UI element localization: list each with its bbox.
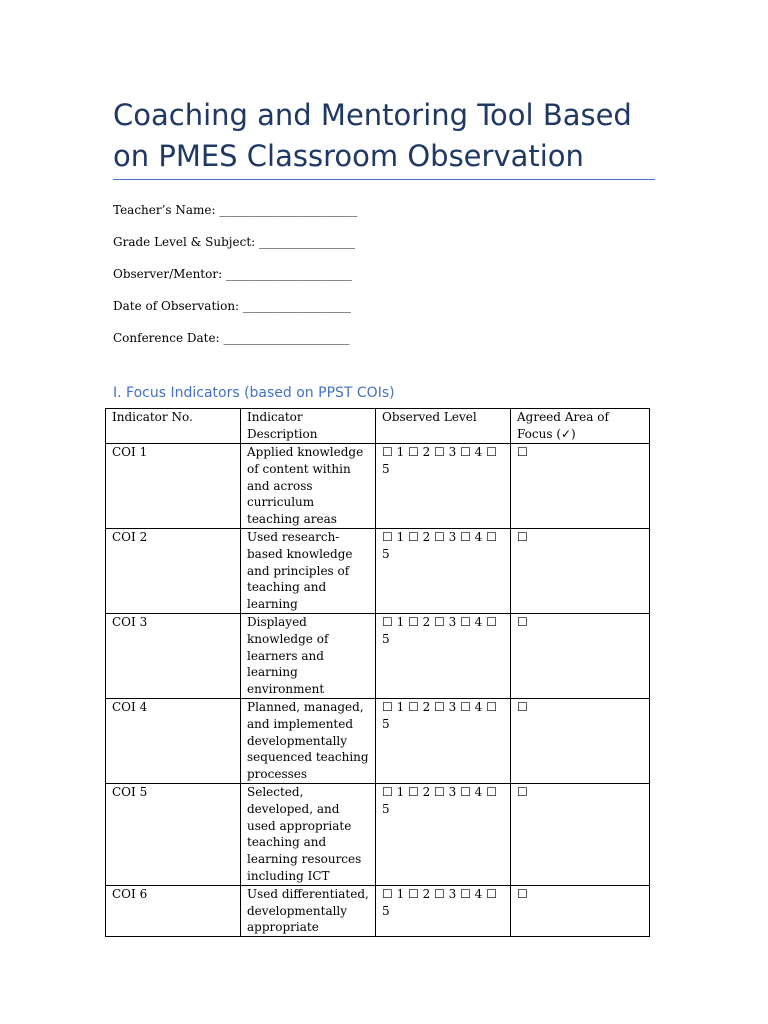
indicator-description: Planned, managed, and implemented developmentally sequenced teaching processes (241, 698, 376, 783)
indicator-no: COI 1 (106, 444, 241, 529)
observer-mentor-field: Observer/Mentor: _____________________ (113, 267, 352, 281)
observed-level-checkboxes[interactable]: ☐ 1 ☐ 2 ☐ 3 ☐ 4 ☐ 5 (376, 783, 511, 885)
agreed-focus-checkbox[interactable]: ☐ (511, 444, 650, 529)
indicator-no: COI 5 (106, 783, 241, 885)
focus-indicators-table (105, 408, 650, 937)
agreed-focus-checkbox[interactable]: ☐ (511, 885, 650, 936)
header-observed-level: Observed Level (376, 409, 511, 444)
indicator-description: Used differentiated, developmentally appropriate (241, 885, 376, 936)
indicator-no: COI 3 (106, 613, 241, 698)
observed-level-checkboxes[interactable]: ☐ 1 ☐ 2 ☐ 3 ☐ 4 ☐ 5 (376, 885, 511, 936)
observed-level-checkboxes[interactable]: ☐ 1 ☐ 2 ☐ 3 ☐ 4 ☐ 5 (376, 698, 511, 783)
indicator-description: Displayed knowledge of learners and learning environment (241, 613, 376, 698)
table-row (106, 613, 650, 698)
agreed-focus-checkbox[interactable]: ☐ (511, 613, 650, 698)
header-indicator-description: Indicator Description (241, 409, 376, 444)
agreed-focus-checkbox[interactable]: ☐ (511, 528, 650, 613)
indicator-description: Applied knowledge of content within and across curriculum teaching areas (241, 444, 376, 529)
table-row (106, 698, 650, 783)
indicator-no: COI 4 (106, 698, 241, 783)
table-row (106, 885, 650, 936)
document-title: Coaching and Mentoring Tool Based on PMES Classroom Observation (113, 98, 632, 173)
section-heading: I. Focus Indicators (based on PPST COIs) (113, 385, 395, 401)
agreed-focus-checkbox[interactable]: ☐ (511, 698, 650, 783)
header-agreed-focus: Agreed Area of Focus (✓) (511, 409, 650, 444)
observed-level-checkboxes[interactable]: ☐ 1 ☐ 2 ☐ 3 ☐ 4 ☐ 5 (376, 613, 511, 698)
conference-date-field: Conference Date: _____________________ (113, 331, 350, 345)
agreed-focus-checkbox[interactable]: ☐ (511, 783, 650, 885)
table-row (106, 783, 650, 885)
grade-level-subject-field: Grade Level & Subject: ________________ (113, 235, 356, 249)
indicator-description: Selected, developed, and used appropriate teaching and learning resources including ICT (241, 783, 376, 885)
indicator-no: COI 2 (106, 528, 241, 613)
title-underline (113, 179, 655, 180)
indicator-no: COI 6 (106, 885, 241, 936)
table-row (106, 528, 650, 613)
indicator-description: Used research-based knowledge and principles of teaching and learning (241, 528, 376, 613)
date-of-observation-field: Date of Observation: __________________ (113, 299, 351, 313)
observed-level-checkboxes[interactable]: ☐ 1 ☐ 2 ☐ 3 ☐ 4 ☐ 5 (376, 528, 511, 613)
observed-level-checkboxes[interactable]: ☐ 1 ☐ 2 ☐ 3 ☐ 4 ☐ 5 (376, 444, 511, 529)
table-row (106, 444, 650, 529)
table-header-row (106, 409, 650, 444)
teacher-name-field: Teacher’s Name: _______________________ (113, 203, 358, 217)
header-indicator-no: Indicator No. (106, 409, 241, 444)
